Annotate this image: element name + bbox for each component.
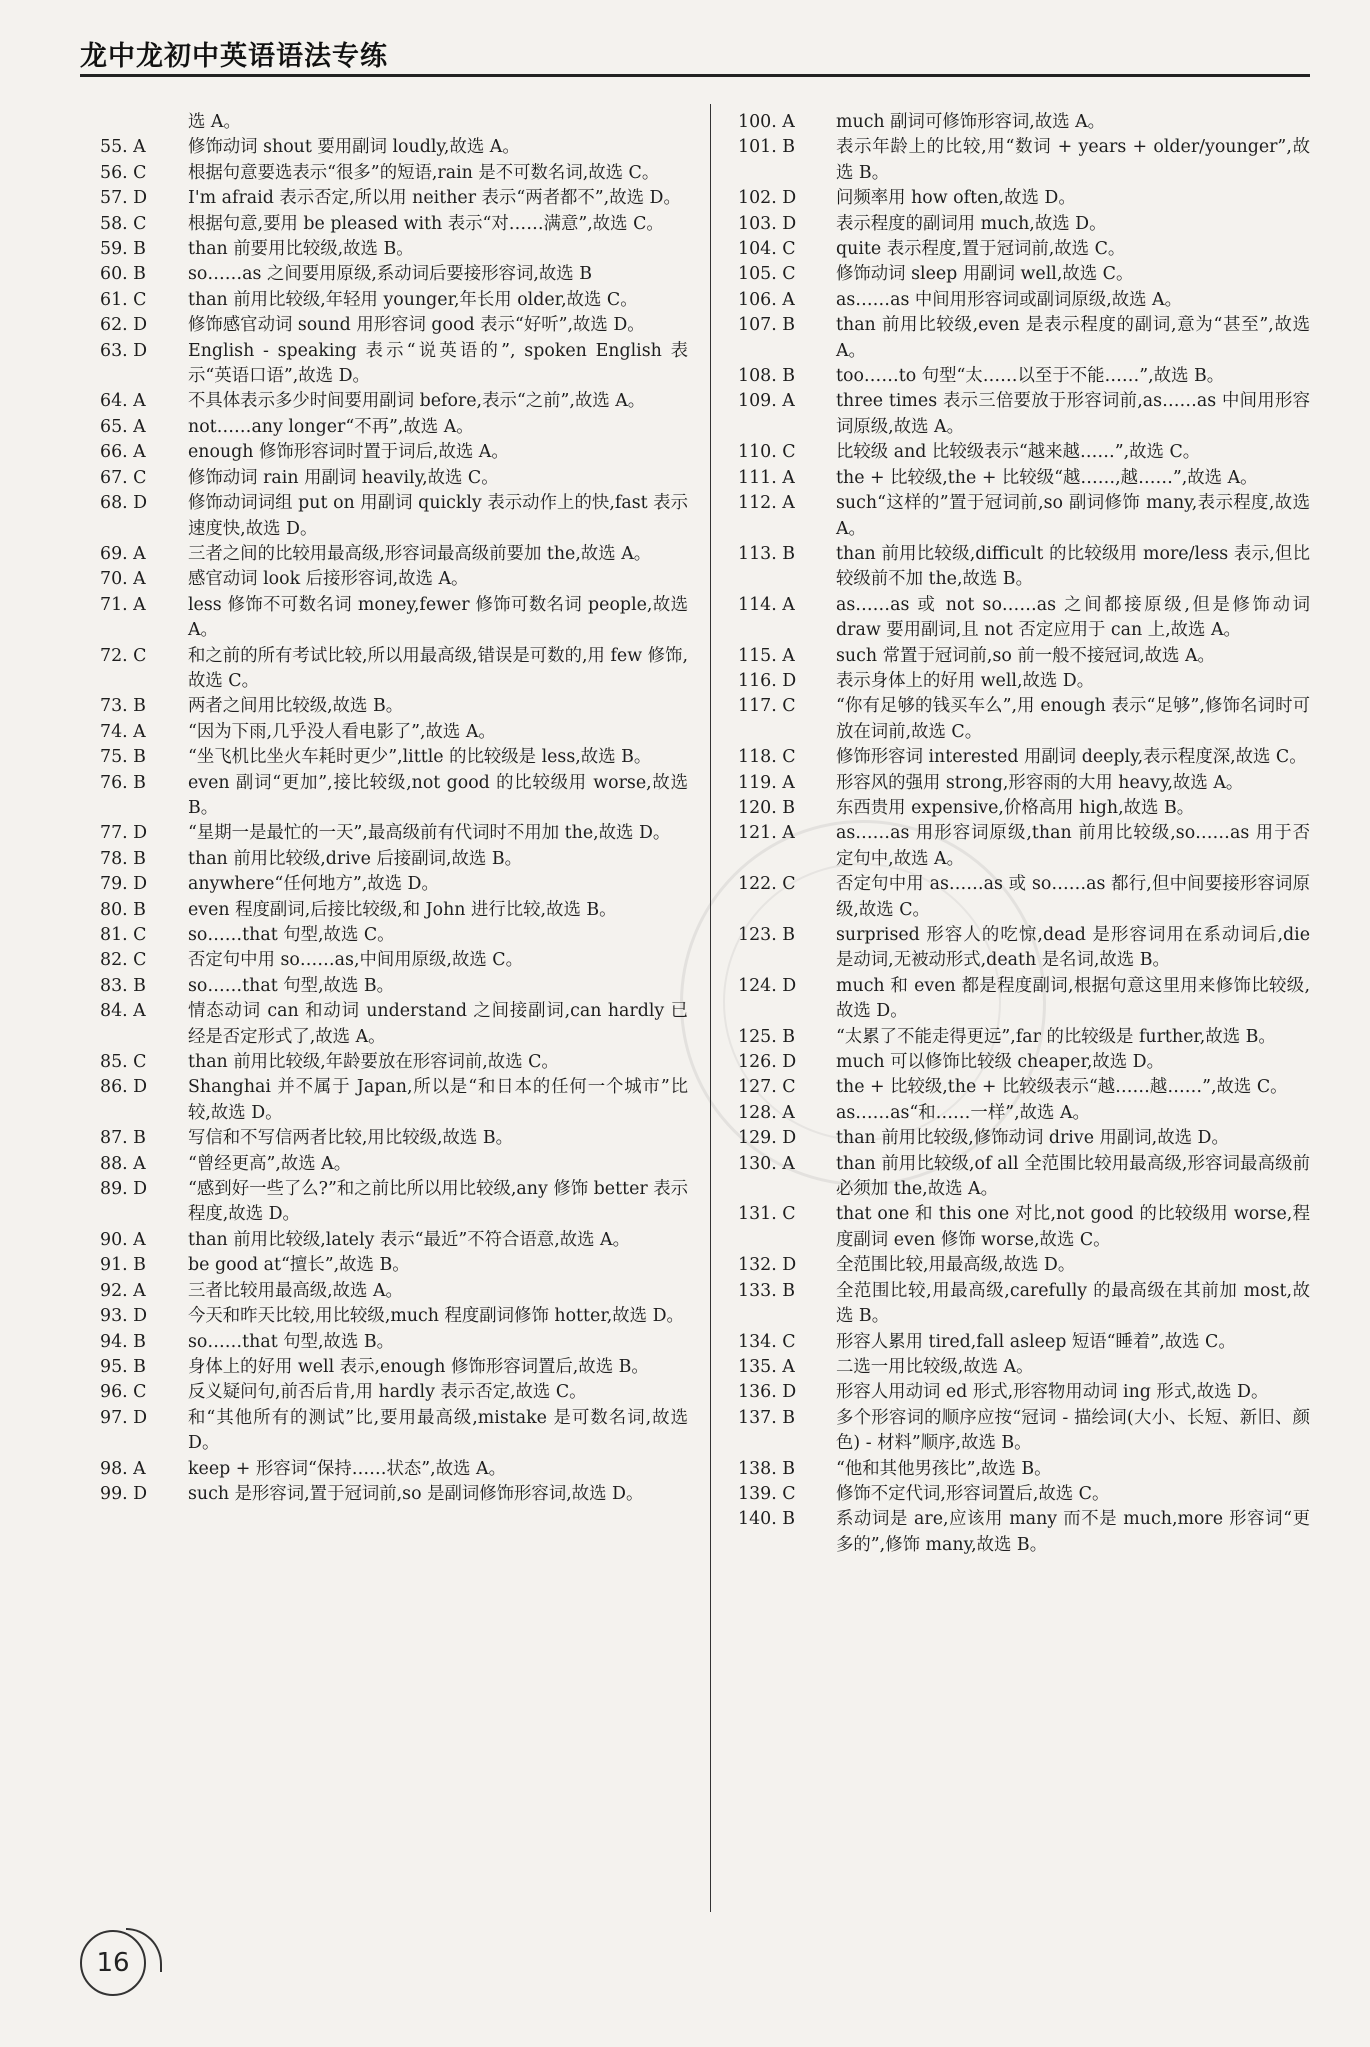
answer-entry <box>738 440 1310 465</box>
answer-number: 88. A <box>100 1153 146 1174</box>
answer-entry <box>100 1380 688 1405</box>
answer-explanation: 系动词是 are,应该用 many 而不是 much,more 形容词“更多的”,修饰 many,故选 B。 <box>836 1509 1310 1555</box>
answer-number: 101. B <box>738 137 796 158</box>
answer-entry <box>100 593 688 644</box>
answer-explanation: 表示程度的副词用 much,故选 D。 <box>836 213 1107 234</box>
answer-number: 81. C <box>100 925 147 945</box>
answer-explanation: 感官动词 look 后接形容词,故选 A。 <box>188 569 469 590</box>
answer-number: 110. C <box>738 442 796 463</box>
answer-explanation: Shanghai 并不属于 Japan,所以是“和日本的任何一个城市”比较,故选 D。 <box>188 1077 688 1123</box>
answer-explanation: 表示年龄上的比较,用“数词 + years + older/younger”,故选 B。 <box>836 137 1310 183</box>
answer-explanation: 三者之间的比较用最高级,形容词最高级前要加 the,故选 A。 <box>188 543 652 564</box>
answer-entry <box>100 1330 688 1355</box>
answer-entry <box>100 644 688 695</box>
answer-number: 129. D <box>738 1128 797 1149</box>
answer-explanation: as……as 用形容词原级,than 前用比较级,so……as 用于否定句中,故选 A。 <box>836 823 1310 869</box>
answer-entry <box>738 1279 1310 1330</box>
answer-number: 133. B <box>738 1280 796 1301</box>
answer-entry <box>738 1380 1310 1405</box>
answer-entry <box>738 1507 1310 1558</box>
answer-explanation: 全范围比较,用最高级,故选 D。 <box>836 1255 1076 1276</box>
answer-number: 107. B <box>738 315 796 336</box>
answer-entry <box>100 186 688 211</box>
answer-explanation: 修饰感官动词 sound 用形容词 good 表示“好听”,故选 D。 <box>188 315 645 336</box>
answer-number: 105. C <box>738 264 796 285</box>
answer-number: 135. A <box>738 1356 795 1377</box>
answer-explanation: than 前用比较级,年龄要放在形容词前,故选 C。 <box>188 1052 559 1073</box>
answer-number: 131. C <box>738 1204 796 1225</box>
answer-number: 123. B <box>738 925 796 945</box>
answer-number: 92. A <box>100 1280 146 1301</box>
answer-number: 80. B <box>100 899 146 920</box>
answer-number: 86. D <box>100 1077 148 1098</box>
answer-explanation: 反义疑问句,前否后肯,用 hardly 表示否定,故选 C。 <box>188 1382 587 1403</box>
answer-number: 95. B <box>100 1356 146 1377</box>
answer-number: 122. C <box>738 874 796 895</box>
answer-explanation: “感到好一些了么?”和之前比所以用比较级,any 修饰 better 表示程度,故选 D。 <box>188 1179 688 1225</box>
answer-entry <box>738 491 1310 542</box>
answer-explanation: the + 比较级,the + 比较级表示“越……越……”,故选 C。 <box>836 1077 1288 1098</box>
answer-explanation: 根据句意要选表示“很多”的短语,rain 是不可数名词,故选 C。 <box>188 162 660 183</box>
answer-number: 77. D <box>100 823 148 844</box>
answer-explanation: 修饰动词 rain 用副词 heavily,故选 C。 <box>188 467 499 488</box>
answer-entry <box>738 262 1310 287</box>
answer-entry <box>738 1482 1310 1507</box>
answer-entry <box>100 847 688 872</box>
answer-explanation: keep + 形容词“保持……状态”,故选 A。 <box>188 1458 506 1479</box>
answer-entry <box>100 339 688 390</box>
answer-entry <box>738 872 1310 923</box>
answer-entry <box>100 110 688 135</box>
answer-explanation: that one 和 this one 对比,not good 的比较级用 worse,程度副词 even 修饰 worse,故选 C。 <box>836 1204 1310 1250</box>
answer-number: 140. B <box>738 1509 796 1530</box>
answer-entry <box>100 694 688 719</box>
answer-number: 138. B <box>738 1458 796 1479</box>
answer-explanation: English - speaking 表示“说英语的”, spoken English 表示“英语口语”,故选 D。 <box>188 340 688 387</box>
answer-number: 69. A <box>100 543 146 564</box>
answer-number: 139. C <box>738 1483 796 1504</box>
answer-number: 115. A <box>738 645 795 666</box>
answer-column-left <box>100 110 688 1507</box>
answer-number: 91. B <box>100 1255 146 1276</box>
answer-number: 56. C <box>100 162 147 183</box>
answer-entry <box>100 1253 688 1278</box>
answer-number: 93. D <box>100 1306 148 1327</box>
answer-number: 119. A <box>738 772 795 793</box>
answer-number: 82. C <box>100 950 147 971</box>
answer-explanation: so……that 句型,故选 B。 <box>188 975 395 996</box>
answer-entry <box>738 1025 1310 1050</box>
answer-entry <box>738 186 1310 211</box>
answer-entry <box>100 161 688 186</box>
answer-explanation: 形容人用动词 ed 形式,形容物用动词 ing 形式,故选 D。 <box>836 1382 1269 1403</box>
answer-explanation: such“这样的”置于冠词前,so 副词修饰 many,表示程度,故选 A。 <box>836 493 1310 539</box>
answer-explanation: “坐飞机比坐火车耗时更少”,little 的比较级是 less,故选 B。 <box>188 747 652 768</box>
answer-entry <box>100 999 688 1050</box>
answer-explanation: 修饰不定代词,形容词置后,故选 C。 <box>836 1483 1110 1504</box>
answer-number: 75. B <box>100 747 146 768</box>
answer-explanation: 比较级 and 比较级表示“越来越……”,故选 C。 <box>836 442 1201 463</box>
answer-explanation: 身体上的好用 well 表示,enough 修饰形容词置后,故选 B。 <box>188 1356 649 1377</box>
answer-explanation: than 前要用比较级,故选 B。 <box>188 239 414 260</box>
answer-explanation: than 前用比较级,lately 表示“最近”不符合语意,故选 A。 <box>188 1229 630 1250</box>
answer-number: 74. A <box>100 721 146 742</box>
answer-entry <box>738 135 1310 186</box>
answer-number: 84. A <box>100 1001 146 1022</box>
answer-entry <box>100 1177 688 1228</box>
answer-number: 117. C <box>738 696 796 717</box>
answer-entry <box>738 796 1310 821</box>
answer-number: 121. A <box>738 823 795 844</box>
answer-entry <box>738 542 1310 593</box>
answer-number: 57. D <box>100 188 148 209</box>
answer-number: 76. B <box>100 772 146 793</box>
answer-number: 118. C <box>738 747 796 768</box>
answer-number: 97. D <box>100 1407 148 1428</box>
answer-entry <box>100 313 688 338</box>
answer-explanation: 选 A。 <box>188 112 241 132</box>
answer-number: 113. B <box>738 543 796 564</box>
answer-explanation: much 可以修饰比较级 cheaper,故选 D。 <box>836 1052 1165 1073</box>
answer-number: 112. A <box>738 493 795 514</box>
answer-explanation: less 修饰不可数名词 money,fewer 修饰可数名词 people,故选 A。 <box>188 594 688 641</box>
answer-entry <box>100 415 688 440</box>
answer-explanation: such 常置于冠词前,so 前一般不接冠词,故选 A。 <box>836 645 1215 666</box>
answer-column-right <box>738 110 1310 1558</box>
answer-number: 67. C <box>100 467 147 488</box>
answer-number: 132. D <box>738 1255 797 1276</box>
answer-entry <box>738 974 1310 1025</box>
answer-explanation: than 前用比较级,even 是表示程度的副词,意为“甚至”,故选 A。 <box>836 315 1310 361</box>
answer-explanation: 修饰形容词 interested 用副词 deeply,表示程度深,故选 C。 <box>836 747 1307 768</box>
answer-explanation: be good at“擅长”,故选 B。 <box>188 1255 410 1276</box>
answer-explanation: too……to 句型“太……以至于不能……”,故选 B。 <box>836 366 1225 387</box>
answer-entry <box>100 974 688 999</box>
answer-entry <box>100 948 688 973</box>
answer-explanation: 形容风的强用 strong,形容雨的大用 heavy,故选 A。 <box>836 772 1244 793</box>
answer-explanation: than 前用比较级,difficult 的比较级用 more/less 表示,但比较级前不加 the,故选 B。 <box>836 543 1310 590</box>
answer-explanation: 两者之间用比较级,故选 B。 <box>188 696 404 717</box>
answer-explanation: 表示身体上的好用 well,故选 D。 <box>836 670 1095 691</box>
answer-entry <box>100 1075 688 1126</box>
answer-explanation: much 副词可修饰形容词,故选 A。 <box>836 112 1106 132</box>
answer-explanation: 三者比较用最高级,故选 A。 <box>188 1280 403 1301</box>
answer-explanation: 写信和不写信两者比较,用比较级,故选 B。 <box>188 1128 514 1149</box>
answer-entry <box>100 1126 688 1151</box>
answer-explanation: than 前用比较级,drive 后接副词,故选 B。 <box>188 848 522 869</box>
answer-entry <box>738 771 1310 796</box>
answer-explanation: three times 表示三倍要放于形容词前,as……as 中间用形容词原级,故选 A。 <box>836 391 1310 437</box>
answer-entry <box>100 872 688 897</box>
answer-explanation: as……as 中间用形容词或副词原级,故选 A。 <box>836 289 1182 310</box>
answer-entry <box>738 694 1310 745</box>
answer-entry <box>738 288 1310 313</box>
answer-entry <box>100 542 688 567</box>
answer-number: 63. D <box>100 340 148 361</box>
answer-explanation: such 是形容词,置于冠词前,so 是副词修饰形容词,故选 D。 <box>188 1483 644 1504</box>
answer-number: 111. A <box>738 467 795 488</box>
answer-number: 136. D <box>738 1382 797 1403</box>
answer-entry <box>100 389 688 414</box>
answer-number: 125. B <box>738 1026 796 1047</box>
answer-entry <box>738 1355 1310 1380</box>
answer-explanation: 修饰动词词组 put on 用副词 quickly 表示动作上的快,fast 表示速度快,故选 D。 <box>188 493 688 539</box>
answer-number: 98. A <box>100 1458 146 1479</box>
answer-number: 64. A <box>100 391 146 412</box>
answer-explanation: “曾经更高”,故选 A。 <box>188 1153 352 1174</box>
answer-entry <box>100 1406 688 1457</box>
answer-number: 124. D <box>738 975 797 996</box>
answer-explanation: 形容人累用 tired,fall asleep 短语“睡着”,故选 C。 <box>836 1331 1236 1352</box>
answer-number: 78. B <box>100 848 146 869</box>
answer-explanation: anywhere“任何地方”,故选 D。 <box>188 874 439 895</box>
answer-entry <box>738 1253 1310 1278</box>
answer-explanation: “太累了不能走得更远”,far 的比较级是 further,故选 B。 <box>836 1026 1276 1047</box>
answer-entry <box>100 923 688 948</box>
answer-explanation: much 和 even 都是程度副词,根据句意这里用来修饰比较级,故选 D。 <box>836 975 1310 1022</box>
header-rule <box>80 74 1310 77</box>
answer-explanation: even 副词“更加”,接比较级,not good 的比较级用 worse,故选 B。 <box>188 772 688 818</box>
answer-entry <box>738 1101 1310 1126</box>
answer-explanation: 多个形容词的顺序应按“冠词 - 描绘词(大小、长短、新旧、颜色) - 材料”顺序,故选 B。 <box>836 1407 1310 1454</box>
answer-explanation: so……that 句型,故选 C。 <box>188 925 395 945</box>
answer-number: 103. D <box>738 213 797 234</box>
answer-entry <box>738 1406 1310 1457</box>
answer-entry <box>100 898 688 923</box>
answer-explanation: 二选一用比较级,故选 A。 <box>836 1356 1034 1377</box>
answer-number: 128. A <box>738 1102 795 1123</box>
answer-explanation: “因为下雨,几乎没人看电影了”,故选 A。 <box>188 721 496 742</box>
answer-entry <box>100 1050 688 1075</box>
answer-number: 104. C <box>738 239 796 260</box>
answer-explanation: surprised 形容人的吃惊,dead 是形容词用在系动词后,die 是动词,无被动形式,death 是名词,故选 B。 <box>836 925 1310 971</box>
answer-entry <box>100 1152 688 1177</box>
answer-number: 71. A <box>100 594 146 615</box>
answer-explanation: 修饰动词 shout 要用副词 loudly,故选 A。 <box>188 137 520 158</box>
answer-explanation: 问频率用 how often,故选 D。 <box>836 188 1076 209</box>
answer-entry <box>100 720 688 745</box>
answer-entry <box>738 1457 1310 1482</box>
answer-explanation: 不具体表示多少时间要用副词 before,表示“之前”,故选 A。 <box>188 391 646 412</box>
answer-explanation: 否定句中用 as……as 或 so……as 都行,但中间要接形容词原级,故选 C。 <box>836 874 1310 920</box>
answer-entry <box>738 389 1310 440</box>
answer-entry <box>738 821 1310 872</box>
answer-entry <box>738 644 1310 669</box>
answer-explanation: even 程度副词,后接比较级,和 John 进行比较,故选 B。 <box>188 899 617 920</box>
answer-entry <box>738 745 1310 770</box>
answer-number: 89. D <box>100 1179 148 1200</box>
answer-entry <box>100 440 688 465</box>
answer-explanation: so……as 之间要用原级,系动词后要接形容词,故选 B <box>188 264 593 285</box>
answer-number: 60. B <box>100 264 146 285</box>
answer-explanation: 修饰动词 sleep 用副词 well,故选 C。 <box>836 264 1134 285</box>
answer-entry <box>100 1228 688 1253</box>
answer-number: 99. D <box>100 1483 148 1504</box>
answer-explanation: 今天和昨天比较,用比较级,much 程度副词修饰 hotter,故选 D。 <box>188 1306 684 1327</box>
answer-entry <box>100 466 688 491</box>
answer-entry <box>100 821 688 846</box>
answer-explanation: the + 比较级,the + 比较级“越……,越……”,故选 A。 <box>836 467 1258 488</box>
answer-entry <box>738 1126 1310 1151</box>
answer-number: 62. D <box>100 315 148 336</box>
answer-entry <box>738 669 1310 694</box>
page-number: 16 <box>80 1930 146 1996</box>
answer-entry <box>100 135 688 160</box>
answer-explanation: enough 修饰形容词时置于词后,故选 A。 <box>188 442 509 463</box>
answer-entry <box>100 1304 688 1329</box>
answer-explanation: not……any longer“不再”,故选 A。 <box>188 416 474 437</box>
answer-number: 83. B <box>100 975 146 996</box>
answer-entry <box>738 466 1310 491</box>
answer-explanation: I'm afraid 表示否定,所以用 neither 表示“两者都不”,故选 D。 <box>188 188 681 209</box>
answer-entry <box>100 1457 688 1482</box>
answer-number: 55. A <box>100 137 146 158</box>
answer-explanation: as……as 或 not so……as 之间都接原级,但是修饰动词 draw 要用副词,且 not 否定应用于 can 上,故选 A。 <box>836 594 1310 641</box>
answer-entry <box>100 567 688 592</box>
answer-explanation: 根据句意,要用 be pleased with 表示“对……满意”,故选 C。 <box>188 213 664 234</box>
answer-explanation: 全范围比较,用最高级,carefully 的最高级在其前加 most,故选 B。 <box>836 1280 1310 1327</box>
answer-number: 126. D <box>738 1052 797 1073</box>
answer-number: 65. A <box>100 416 146 437</box>
answer-entry <box>738 1330 1310 1355</box>
answer-entry <box>738 593 1310 644</box>
answer-explanation: 情态动词 can 和动词 understand 之间接副词,can hardly 已经是否定形式了,故选 A。 <box>188 1001 688 1047</box>
answer-explanation: than 前用比较级,修饰动词 drive 用副词,故选 D。 <box>836 1128 1229 1149</box>
answer-explanation: 和之前的所有考试比较,所以用最高级,错误是可数的,用 few 修饰,故选 C。 <box>188 645 688 691</box>
answer-number: 61. C <box>100 289 147 310</box>
answer-entry <box>100 771 688 822</box>
answer-entry <box>100 491 688 542</box>
answer-entry <box>100 288 688 313</box>
book-title: 龙中龙初中英语语法专练 <box>80 41 388 72</box>
answer-explanation: “你有足够的钱买车么”,用 enough 表示“足够”,修饰名词时可放在词前,故选 C。 <box>836 696 1310 742</box>
answer-number: 58. C <box>100 213 147 234</box>
answer-number: 66. A <box>100 442 146 463</box>
answer-entry <box>100 1355 688 1380</box>
answer-entry <box>100 1279 688 1304</box>
answer-number: 130. A <box>738 1153 795 1174</box>
answer-entry <box>100 212 688 237</box>
answer-explanation: so……that 句型,故选 B。 <box>188 1331 395 1352</box>
answer-entry <box>100 1482 688 1507</box>
answer-number: 79. D <box>100 874 148 895</box>
answer-number: 100. A <box>738 112 795 132</box>
answer-number: 120. B <box>738 797 796 818</box>
answer-explanation: quite 表示程度,置于冠词前,故选 C。 <box>836 239 1126 260</box>
answer-entry <box>738 1202 1310 1253</box>
answer-number: 96. C <box>100 1382 147 1403</box>
answer-number: 70. A <box>100 569 146 590</box>
answer-number: 127. C <box>738 1077 796 1098</box>
answer-explanation: 和“其他所有的测试”比,要用最高级,mistake 是可数名词,故选 D。 <box>188 1407 688 1454</box>
answer-number: 116. D <box>738 670 797 691</box>
answer-entry <box>100 237 688 262</box>
answer-entry <box>100 745 688 770</box>
answer-number: 102. D <box>738 188 797 209</box>
answer-explanation: “星期一是最忙的一天”,最高级前有代词时不用加 the,故选 D。 <box>188 823 671 844</box>
answer-number: 87. B <box>100 1128 146 1149</box>
answer-explanation: than 前用比较级,of all 全范围比较用最高级,形容词最高级前必须加 the,故选 A。 <box>836 1153 1310 1200</box>
answer-entry <box>738 212 1310 237</box>
answer-explanation: 否定句中用 so……as,中间用原级,故选 C。 <box>188 950 523 971</box>
answer-entry <box>738 110 1310 135</box>
answer-entry <box>738 923 1310 974</box>
answer-number: 108. B <box>738 366 796 387</box>
answer-entry <box>738 364 1310 389</box>
answer-entry <box>738 1050 1310 1075</box>
answer-number: 137. B <box>738 1407 796 1428</box>
answer-number: 109. A <box>738 391 795 412</box>
answer-number: 59. B <box>100 239 146 260</box>
answer-number: 114. A <box>738 594 795 615</box>
answer-explanation: 东西贵用 expensive,价格高用 high,故选 B。 <box>836 797 1195 818</box>
answer-number: 85. C <box>100 1052 147 1073</box>
column-divider <box>710 104 711 1912</box>
answer-explanation: “他和其他男孩比”,故选 B。 <box>836 1458 1052 1479</box>
answer-number: 90. A <box>100 1229 146 1250</box>
answer-entry <box>738 237 1310 262</box>
answer-entry <box>738 313 1310 364</box>
answer-number: 94. B <box>100 1331 146 1352</box>
answer-explanation: as……as“和……一样”,故选 A。 <box>836 1102 1090 1123</box>
answer-entry <box>738 1075 1310 1100</box>
answer-number: 73. B <box>100 696 146 717</box>
answer-number: 68. D <box>100 493 148 514</box>
answer-number: 72. C <box>100 645 147 666</box>
answer-explanation: than 前用比较级,年轻用 younger,年长用 older,故选 C。 <box>188 289 638 310</box>
answer-entry <box>738 1152 1310 1203</box>
answer-entry <box>100 262 688 287</box>
answer-number: 106. A <box>738 289 795 310</box>
answer-number: 134. C <box>738 1331 796 1352</box>
